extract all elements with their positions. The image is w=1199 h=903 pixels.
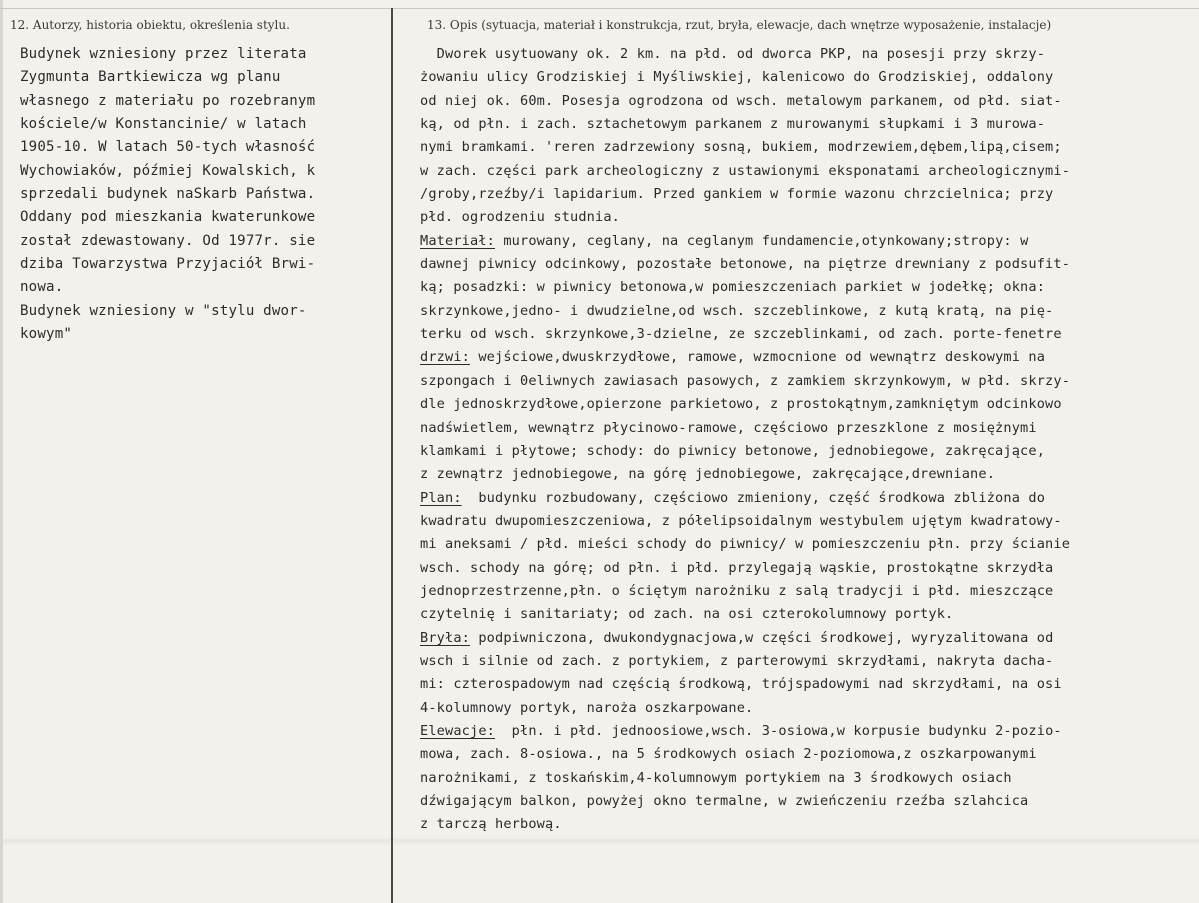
description-line <box>420 720 1195 743</box>
line-text: budynku rozbudowany, częściowo zmieniony, część środkowa zbliżona do <box>461 489 1046 506</box>
description-line <box>420 370 1195 393</box>
section-label: Materiał: <box>420 232 496 249</box>
section-12-header: 12. Autorzy, historia obiektu, określenia stylu. <box>10 18 290 32</box>
history-line: kościele/w Konstancinie/ w latach <box>20 116 307 133</box>
top-rule <box>0 8 1199 9</box>
line-text: czytelnię i sanitariaty; od zach. na osi czterokolumnowy portyk. <box>420 606 954 623</box>
description-line <box>420 90 1195 113</box>
history-line: Budynek wzniesiony przez literata <box>20 46 307 62</box>
line-text: wejściowe,dwuskrzydłowe, ramowe, wzmocnione od wewnątrz deskowymi na <box>470 349 1046 366</box>
description-line <box>420 253 1195 276</box>
line-text: ką, od płn. i zach. sztachetowym parkanem z murowanymi słupkami i 3 murowa- <box>420 116 1046 133</box>
description-line <box>420 627 1195 650</box>
line-text: w zach. części park archeologiczny z ustawionymi eksponatami archeologicznymi- <box>420 162 1071 179</box>
history-line: 1905-10. W latach 50-tych własność <box>20 139 316 156</box>
description-line <box>420 323 1195 346</box>
line-text: szpongach i 0eliwnych zawiasach pasowych, z zamkiem skrzynkowym, w płd. skrzy- <box>420 372 1071 389</box>
description-line <box>420 346 1195 369</box>
description-line <box>420 557 1195 580</box>
description-line <box>420 230 1195 253</box>
line-text: narożnikami, z toskańskim,4-kolumnowym portykiem na 3 środkowych osiach <box>420 769 1012 786</box>
column-divider <box>391 8 393 903</box>
description-text-column <box>420 43 1195 837</box>
history-line: kowym" <box>20 326 73 343</box>
line-text: ką; posadzki: w piwnicy betonowa,w pomieszczeniach parkiet w jodełkę; okna: <box>420 279 1046 296</box>
line-text: /groby,rzeźby/i lapidarium. Przed gankiem w formie wazonu chrzcielnica; przy <box>420 186 1054 203</box>
description-line <box>420 43 1195 66</box>
description-line <box>420 580 1195 603</box>
line-text: mi aneksami / płd. mieści schody do piwnicy/ w pomieszczeniu płn. przy ścianie <box>420 536 1071 553</box>
section-label: drzwi: <box>420 349 471 366</box>
description-line <box>420 183 1195 206</box>
description-line <box>420 160 1195 183</box>
line-text: kwadratu dwupomieszczeniowa, z półelipsoidalnym westybulem ujętym kwadratowy- <box>420 512 1062 529</box>
history-line: Wychowiaków, późmiej Kowalskich, k <box>20 162 316 179</box>
line-text: murowany, ceglany, na ceglanym fundamencie,otynkowany;stropy: w <box>495 232 1029 249</box>
description-line <box>420 66 1195 89</box>
description-line <box>420 743 1195 766</box>
line-text: płn. i płd. jednoosiowe,wsch. 3-osiowa,w korpusie budynku 2-pozio- <box>495 722 1062 739</box>
description-line <box>420 463 1195 486</box>
description-line <box>420 300 1195 323</box>
line-text: płd. ogrodzeniu studnia. <box>420 209 621 226</box>
description-line <box>420 510 1195 533</box>
line-text: Dworek usytuowany ok. 2 km. na płd. od dworca PKP, na posesji przy skrzy- <box>436 46 1046 62</box>
line-text: z tarczą herbową. <box>420 816 562 833</box>
description-line <box>420 113 1195 136</box>
section-label: Plan: <box>420 489 462 506</box>
history-line: Oddany pod mieszkania kwaterunkowe <box>20 209 316 226</box>
line-text: dźwigającym balkon, powyżej okno termalne, w zwieńczeniu rzeźba szlahcica <box>420 793 1029 809</box>
section-13-header: 13. Opis (sytuacja, materiał i konstrukcja, rzut, bryła, elewacje, dach wnętrze wyposażenie, instalacje) <box>427 18 1052 32</box>
description-line <box>420 650 1195 673</box>
history-line: dziba Towarzystwa Przyjaciół Brwi- <box>20 256 316 273</box>
line-text: mi: czterospadowym nad częścią środkową, trójspadowymi nad skrzydłami, na osi <box>420 676 1062 693</box>
line-text: mowa, zach. 8-osiowa., na 5 środkowych osiach 2-poziomowa,z oszkarpowanymi <box>420 746 1037 763</box>
line-text: 4-kolumnowy portyk, naroża oszkarpowane. <box>420 699 754 716</box>
history-line: Budynek wzniesiony w "stylu dwor- <box>20 302 307 319</box>
description-line <box>420 417 1195 440</box>
description-line <box>420 206 1195 229</box>
description-line <box>420 136 1195 159</box>
history-line: sprzedali budynek naSkarb Państwa. <box>20 186 316 203</box>
line-indent <box>420 46 437 62</box>
description-line <box>420 813 1195 836</box>
history-line: został zdewastowany. Od 1977r. sie <box>20 232 316 249</box>
line-text: terku od wsch. skrzynkowe,3-dzielne, ze szczeblinkami, od zach. porte-fenetre <box>420 326 1062 343</box>
page-edge <box>0 0 3 903</box>
description-line <box>420 767 1195 790</box>
line-text: skrzynkowe,jedno- i dwudzielne,od wsch. szczeblinkowe, z kutą kratą, na pię- <box>420 302 1054 319</box>
description-line <box>420 276 1195 299</box>
history-line: nowa. <box>20 279 64 296</box>
line-text: podpiwniczona, dwukondygnacjowa,w części środkowej, wyryzalitowana od <box>470 629 1054 646</box>
line-text: klamkami i płytowe; schody: do piwnicy betonowe, jednobiegowe, zakręcające, <box>420 442 1046 459</box>
section-label: Bryła: <box>420 629 471 646</box>
line-text: dle jednoskrzydłowe,opierzone parkietowo, z prostokątnym,zamkniętym odcinkowo <box>420 396 1062 413</box>
description-line <box>420 440 1195 463</box>
line-text: wsch. schody na górę; od płn. i płd. przylegają wąskie, prostokątne skrzydła <box>420 559 1054 576</box>
line-text: nadświetlem, wewnątrz płycinowo-ramowe, częściowo przeszklone z mosiężnymi <box>420 419 1037 436</box>
history-line: własnego z materiału po rozebranym <box>20 92 316 109</box>
description-line <box>420 533 1195 556</box>
line-text: z zewnątrz jednobiegowe, na górę jednobiegowe, zakręcające,drewniane. <box>420 466 996 483</box>
line-text: dawnej piwnicy odcinkowy, pozostałe betonowe, na piętrze drewniany z podsufit- <box>420 256 1071 273</box>
line-text: jednoprzestrzenne,płn. o ściętym narożniku z salą tradycji i płd. mieszczące <box>420 582 1054 599</box>
description-line <box>420 790 1195 813</box>
description-line <box>420 487 1195 510</box>
line-text: nymi bramkami. 'reren zadrzewiony sosną, bukiem, modrzewiem,dębem,lipą,cisem; <box>420 139 1062 156</box>
history-text-column <box>20 43 388 346</box>
line-text: wsch i silnie od zach. z portykiem, z parterowymi skrzydłami, nakryta dacha- <box>420 652 1054 669</box>
line-text: od niej ok. 60m. Posesja ogrodzona od wsch. metalowym parkanem, od płd. siat- <box>420 92 1062 109</box>
description-line <box>420 603 1195 626</box>
description-line <box>420 673 1195 696</box>
section-label: Elewacje: <box>420 722 496 739</box>
description-line <box>420 697 1195 720</box>
description-line <box>420 393 1195 416</box>
line-text: żowaniu ulicy Grodziskiej i Myśliwskiej, kalenicowo do Grodziskiej, oddalony <box>420 69 1054 86</box>
history-line: Zygmunta Bartkiewicza wg planu <box>20 69 281 86</box>
